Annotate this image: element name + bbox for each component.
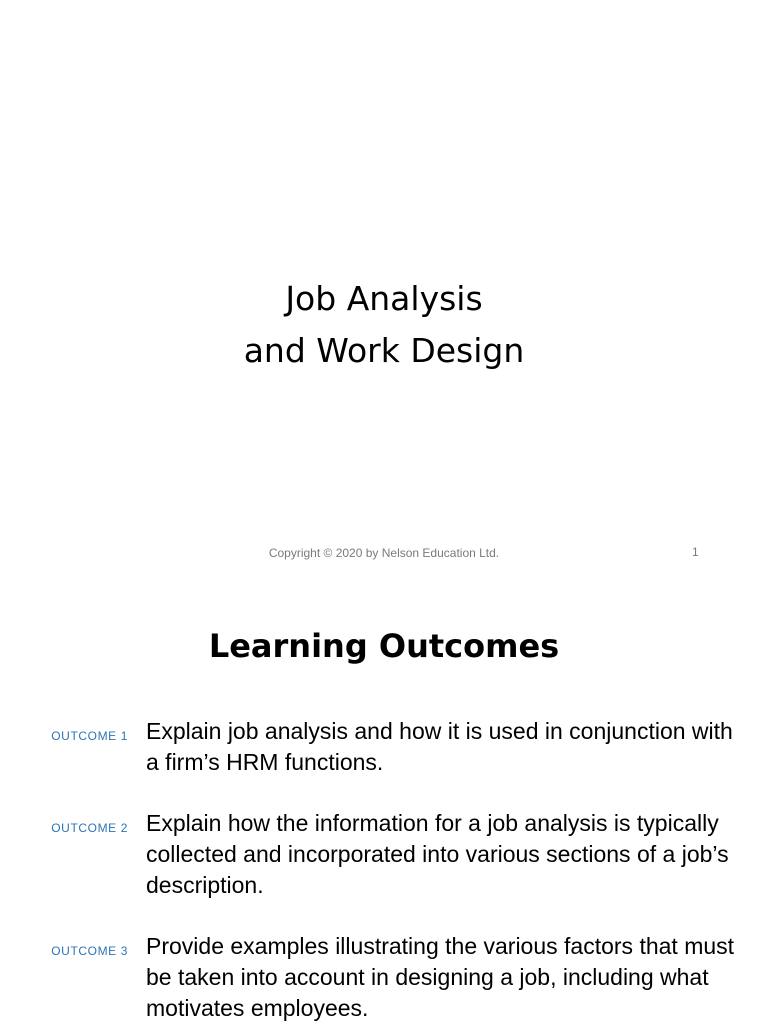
- outcome-label: OUTCOME 1: [51, 729, 128, 743]
- learning-outcomes-slide: [0, 576, 768, 1024]
- outcome-text: Explain job analysis and how it is used in conjunction with a firm’s HRM functions.: [146, 718, 733, 775]
- slide-title-line-2: and Work Design: [243, 331, 525, 370]
- outcome-text: Provide examples illustrating the various factors that must be taken into account in designing a job, including what motivates employees.: [146, 933, 735, 1021]
- page-number: 1: [692, 545, 699, 559]
- outcome-label: OUTCOME 2: [51, 821, 128, 835]
- outcome-label: OUTCOME 3: [51, 944, 128, 958]
- outcome-text: Explain how the information for a job analysis is typically collected and incorporated into various sections of a job’s description.: [146, 810, 729, 898]
- learning-outcomes-heading: Learning Outcomes: [208, 627, 560, 665]
- copyright-footer: Copyright © 2020 by Nelson Education Ltd.: [268, 546, 500, 560]
- slide-title-line-1: Job Analysis: [285, 279, 483, 318]
